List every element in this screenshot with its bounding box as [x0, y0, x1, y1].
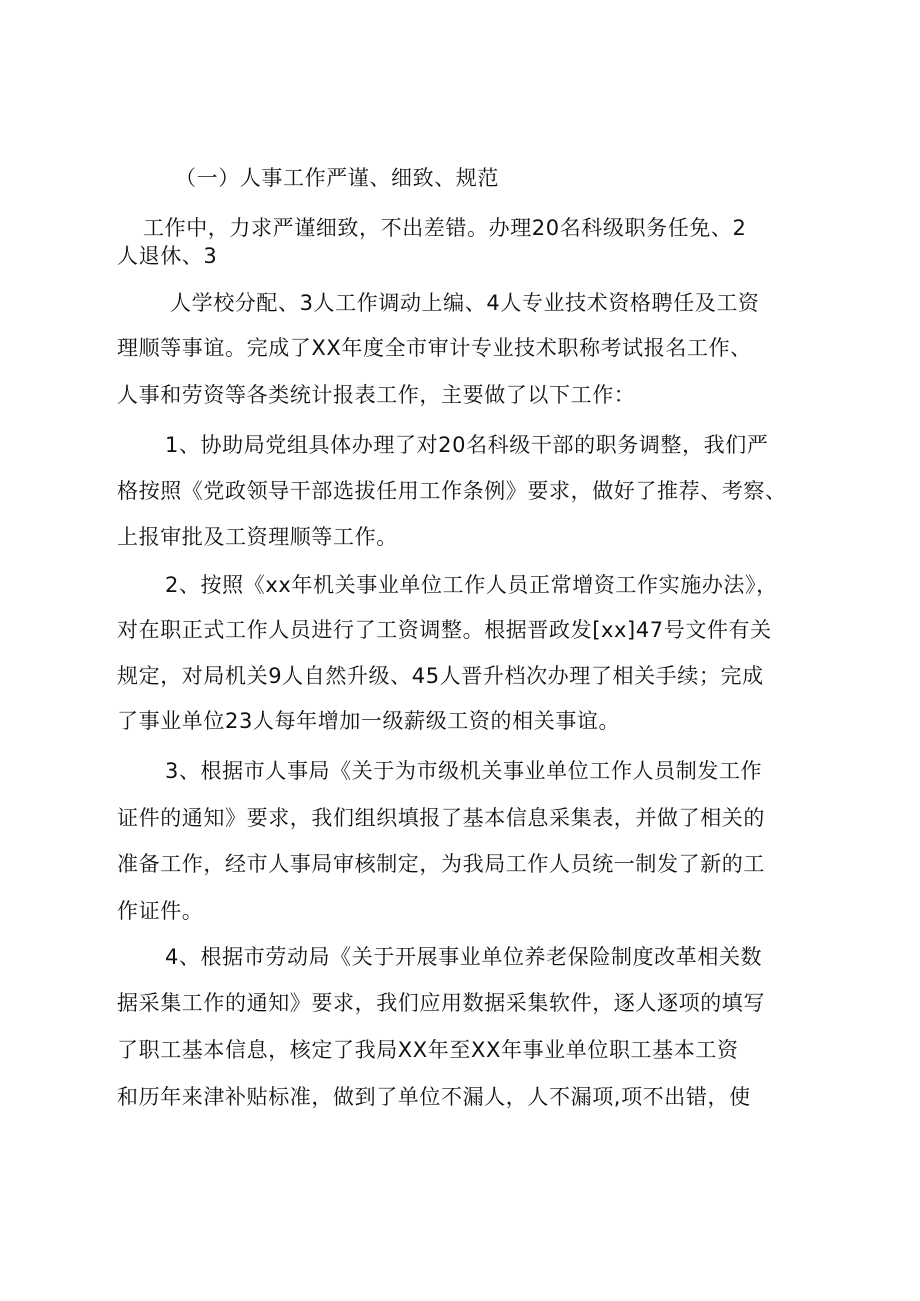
text-line: 工作中，力求严谨细致，不出差错。办理20名科级职务任免、2 [143, 216, 747, 240]
text-line: 了职工基本信息，核定了我局XX年至XX年事业单位职工基本工资 [117, 1038, 739, 1062]
text-line: 证件的通知》要求，我们组织填报了基本信息采集表，并做了相关的 [117, 806, 765, 830]
text-line: 上报审批及工资理顺等工作。 [117, 525, 398, 549]
text-line: 格按照《党政领导干部选拔任用工作条例》要求，做好了推荐、考察、 [117, 479, 787, 503]
text-line: 和历年来津补贴标准，做到了单位不漏人，人不漏项,项不出错，使 [117, 1085, 751, 1109]
text-line: 3、根据市人事局《关于为市级机关事业单位工作人员制发工作 [165, 759, 763, 783]
text-line: 人事和劳资等各类统计报表工作，主要做了以下工作： [117, 383, 636, 407]
text-line: 4、根据市劳动局《关于开展事业单位养老保险制度改革相关数 [165, 945, 763, 969]
text-line: 2、按照《xx年机关事业单位工作人员正常增资工作实施办法》， [165, 573, 778, 597]
text-line: 人学校分配、3人工作调动上编、4人专业技术资格聘任及工资 [170, 291, 760, 315]
text-line: 了事业单位23人每年增加一级薪级工资的相关事谊。 [117, 709, 621, 733]
section-heading: （一）人事工作严谨、细致、规范 [175, 166, 499, 190]
text-line: 1、协助局党组具体办理了对20名科级干部的职务调整，我们严 [165, 433, 769, 457]
text-line: 作证件。 [117, 899, 204, 923]
text-line: 准备工作，经市人事局审核制定，为我局工作人员统一制发了新的工 [117, 852, 765, 876]
text-line: 据采集工作的通知》要求，我们应用数据采集软件，逐人逐项的填写 [117, 991, 765, 1015]
text-line: 对在职正式工作人员进行了工资调整。根据晋政发[xx]47号文件有关 [117, 618, 772, 642]
text-line: 人退休、3 [117, 244, 218, 268]
text-line: 规定，对局机关9人自然升级、45人晋升档次办理了相关手续；完成 [117, 664, 764, 688]
text-line: 理顺等事谊。完成了XX年度全市审计专业技术职称考试报名工作、 [117, 336, 752, 360]
